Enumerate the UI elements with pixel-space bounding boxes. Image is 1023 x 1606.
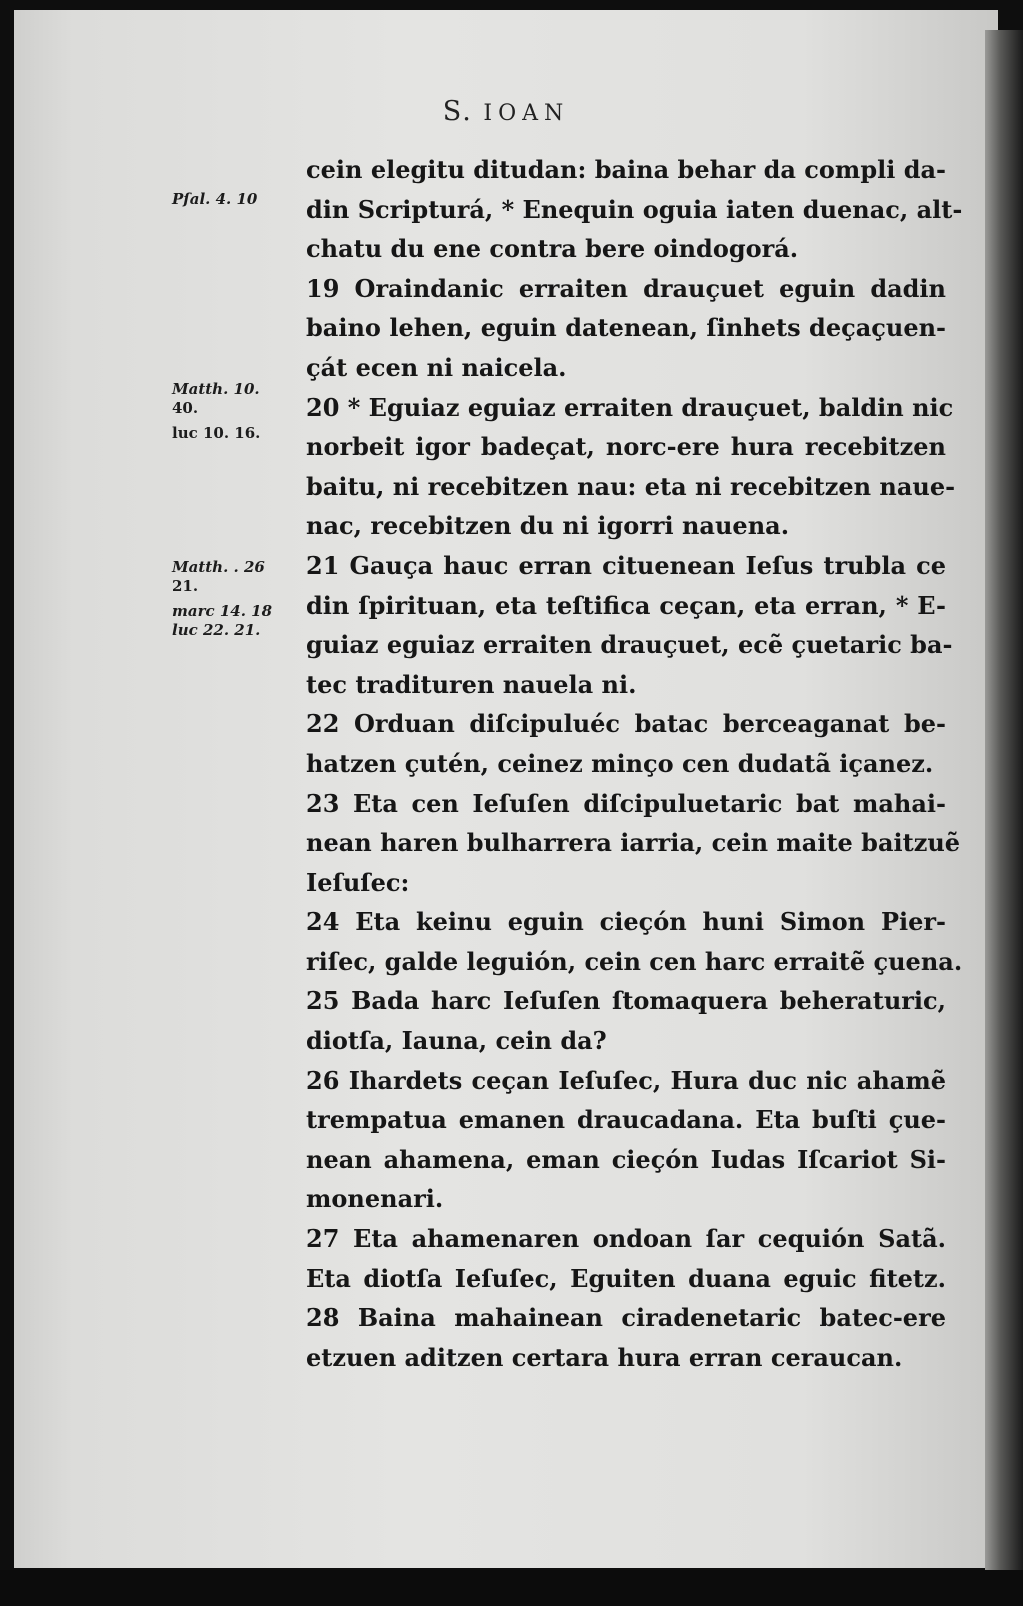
text-line: 23 Eta cen Ieſuſen diſcipuluetaric bat mahai- — [306, 788, 946, 818]
text-line: nean ahamena, eman cieçón Iudas Iſcariot Si- — [306, 1144, 946, 1174]
text-line: nac, recebitzen du ni igorri nauena. — [306, 511, 790, 541]
text-line: etzuen aditzen certara hura erran ceraucan. — [306, 1342, 903, 1372]
book-page — [14, 10, 998, 1568]
text-line: 19 Oraindanic erraiten drauçuet eguin dadin — [306, 273, 946, 303]
text-line: baitu, ni recebitzen nau: eta ni recebitzen naue- — [306, 471, 956, 501]
margin-note-matthew-26 — [172, 558, 302, 640]
text-line: çát ecen ni naicela. — [306, 352, 567, 382]
text-line: tec tradituren nauela ni. — [306, 669, 637, 699]
margin-note-line: marc 14. 18 — [172, 602, 273, 620]
text-line: din ſpirituan, eta teſtifica ceçan, eta erran, * E- — [306, 590, 946, 620]
margin-note-psalm — [172, 190, 302, 209]
page-edge — [985, 30, 1023, 1570]
text-line: 27 Eta ahamenaren ondoan ſar cequión Satã. — [306, 1224, 946, 1254]
text-line: hatzen çutén, ceinez minço cen dudatã içanez. — [306, 748, 934, 778]
text-line: riſec, galde leguión, cein cen harc erraitẽ çuena. — [306, 946, 963, 976]
text-line: monenari. — [306, 1184, 444, 1214]
margin-note-line: luc 22. 21. — [172, 621, 261, 639]
text-line: Ieſuſec: — [306, 867, 410, 897]
text-line: norbeit igor badeçat, norc-ere hura recebitzen — [306, 432, 946, 462]
margin-note-line: 40. — [172, 399, 199, 417]
margin-note-line: Matth. 10. — [172, 380, 260, 398]
text-line: 28 Baina mahainean ciradenetaric batec-ere — [306, 1303, 946, 1333]
text-line: din Scripturá, * Enequin oguia iaten duenac, alt- — [306, 194, 963, 224]
text-line: Eta diotſa Ieſuſec, Eguiten duana eguic fitetz. — [306, 1263, 946, 1293]
margin-note-line: Matth. . 26 — [172, 558, 265, 576]
text-line: 24 Eta keinu eguin cieçón huni Simon Pier- — [306, 907, 946, 937]
text-line: guiaz eguiaz erraiten drauçuet, ecẽ çuetaric ba- — [306, 630, 953, 660]
text-line: 25 Bada harc Ieſuſen ſtomaquera beheraturic, — [306, 986, 946, 1016]
running-header — [14, 96, 998, 127]
text-line: cein elegitu ditudan: baina behar da compli da- — [306, 155, 946, 184]
text-line: chatu du ene contra bere oindogorá. — [306, 234, 799, 264]
text-line: diotſa, Iauna, cein da? — [306, 1026, 607, 1056]
margin-note-line: Pſal. 4. 10 — [172, 190, 258, 208]
text-line: 22 Orduan diſcipuluéc batac berceaganat be- — [306, 709, 946, 739]
margin-note-line: 21. — [172, 577, 199, 595]
margin-note-matthew-10 — [172, 380, 302, 443]
body-text — [306, 150, 963, 1377]
text-line: baino lehen, eguin datenean, ſinhets deçaçuen- — [306, 313, 946, 343]
margin-note-line: luc 10. 16. — [172, 424, 261, 442]
text-line: 21 Gauça hauc erran cituenean Ieſus trubla ce — [306, 550, 946, 580]
text-line: trempatua emanen draucadana. Eta buſti çue- — [306, 1105, 946, 1135]
header-title: IOAN — [483, 101, 570, 126]
text-line: 26 Ihardets ceçan Ieſuſec, Hura duc nic ahamẽ — [306, 1065, 946, 1095]
bottom-shadow — [0, 1570, 1023, 1606]
text-line: 20 * Eguiaz eguiaz erraiten drauçuet, baldin nic — [306, 392, 954, 422]
text-line: nean haren bulharrera iarria, cein maite baitzuẽ — [306, 828, 961, 858]
header-initial: S. — [442, 96, 473, 127]
